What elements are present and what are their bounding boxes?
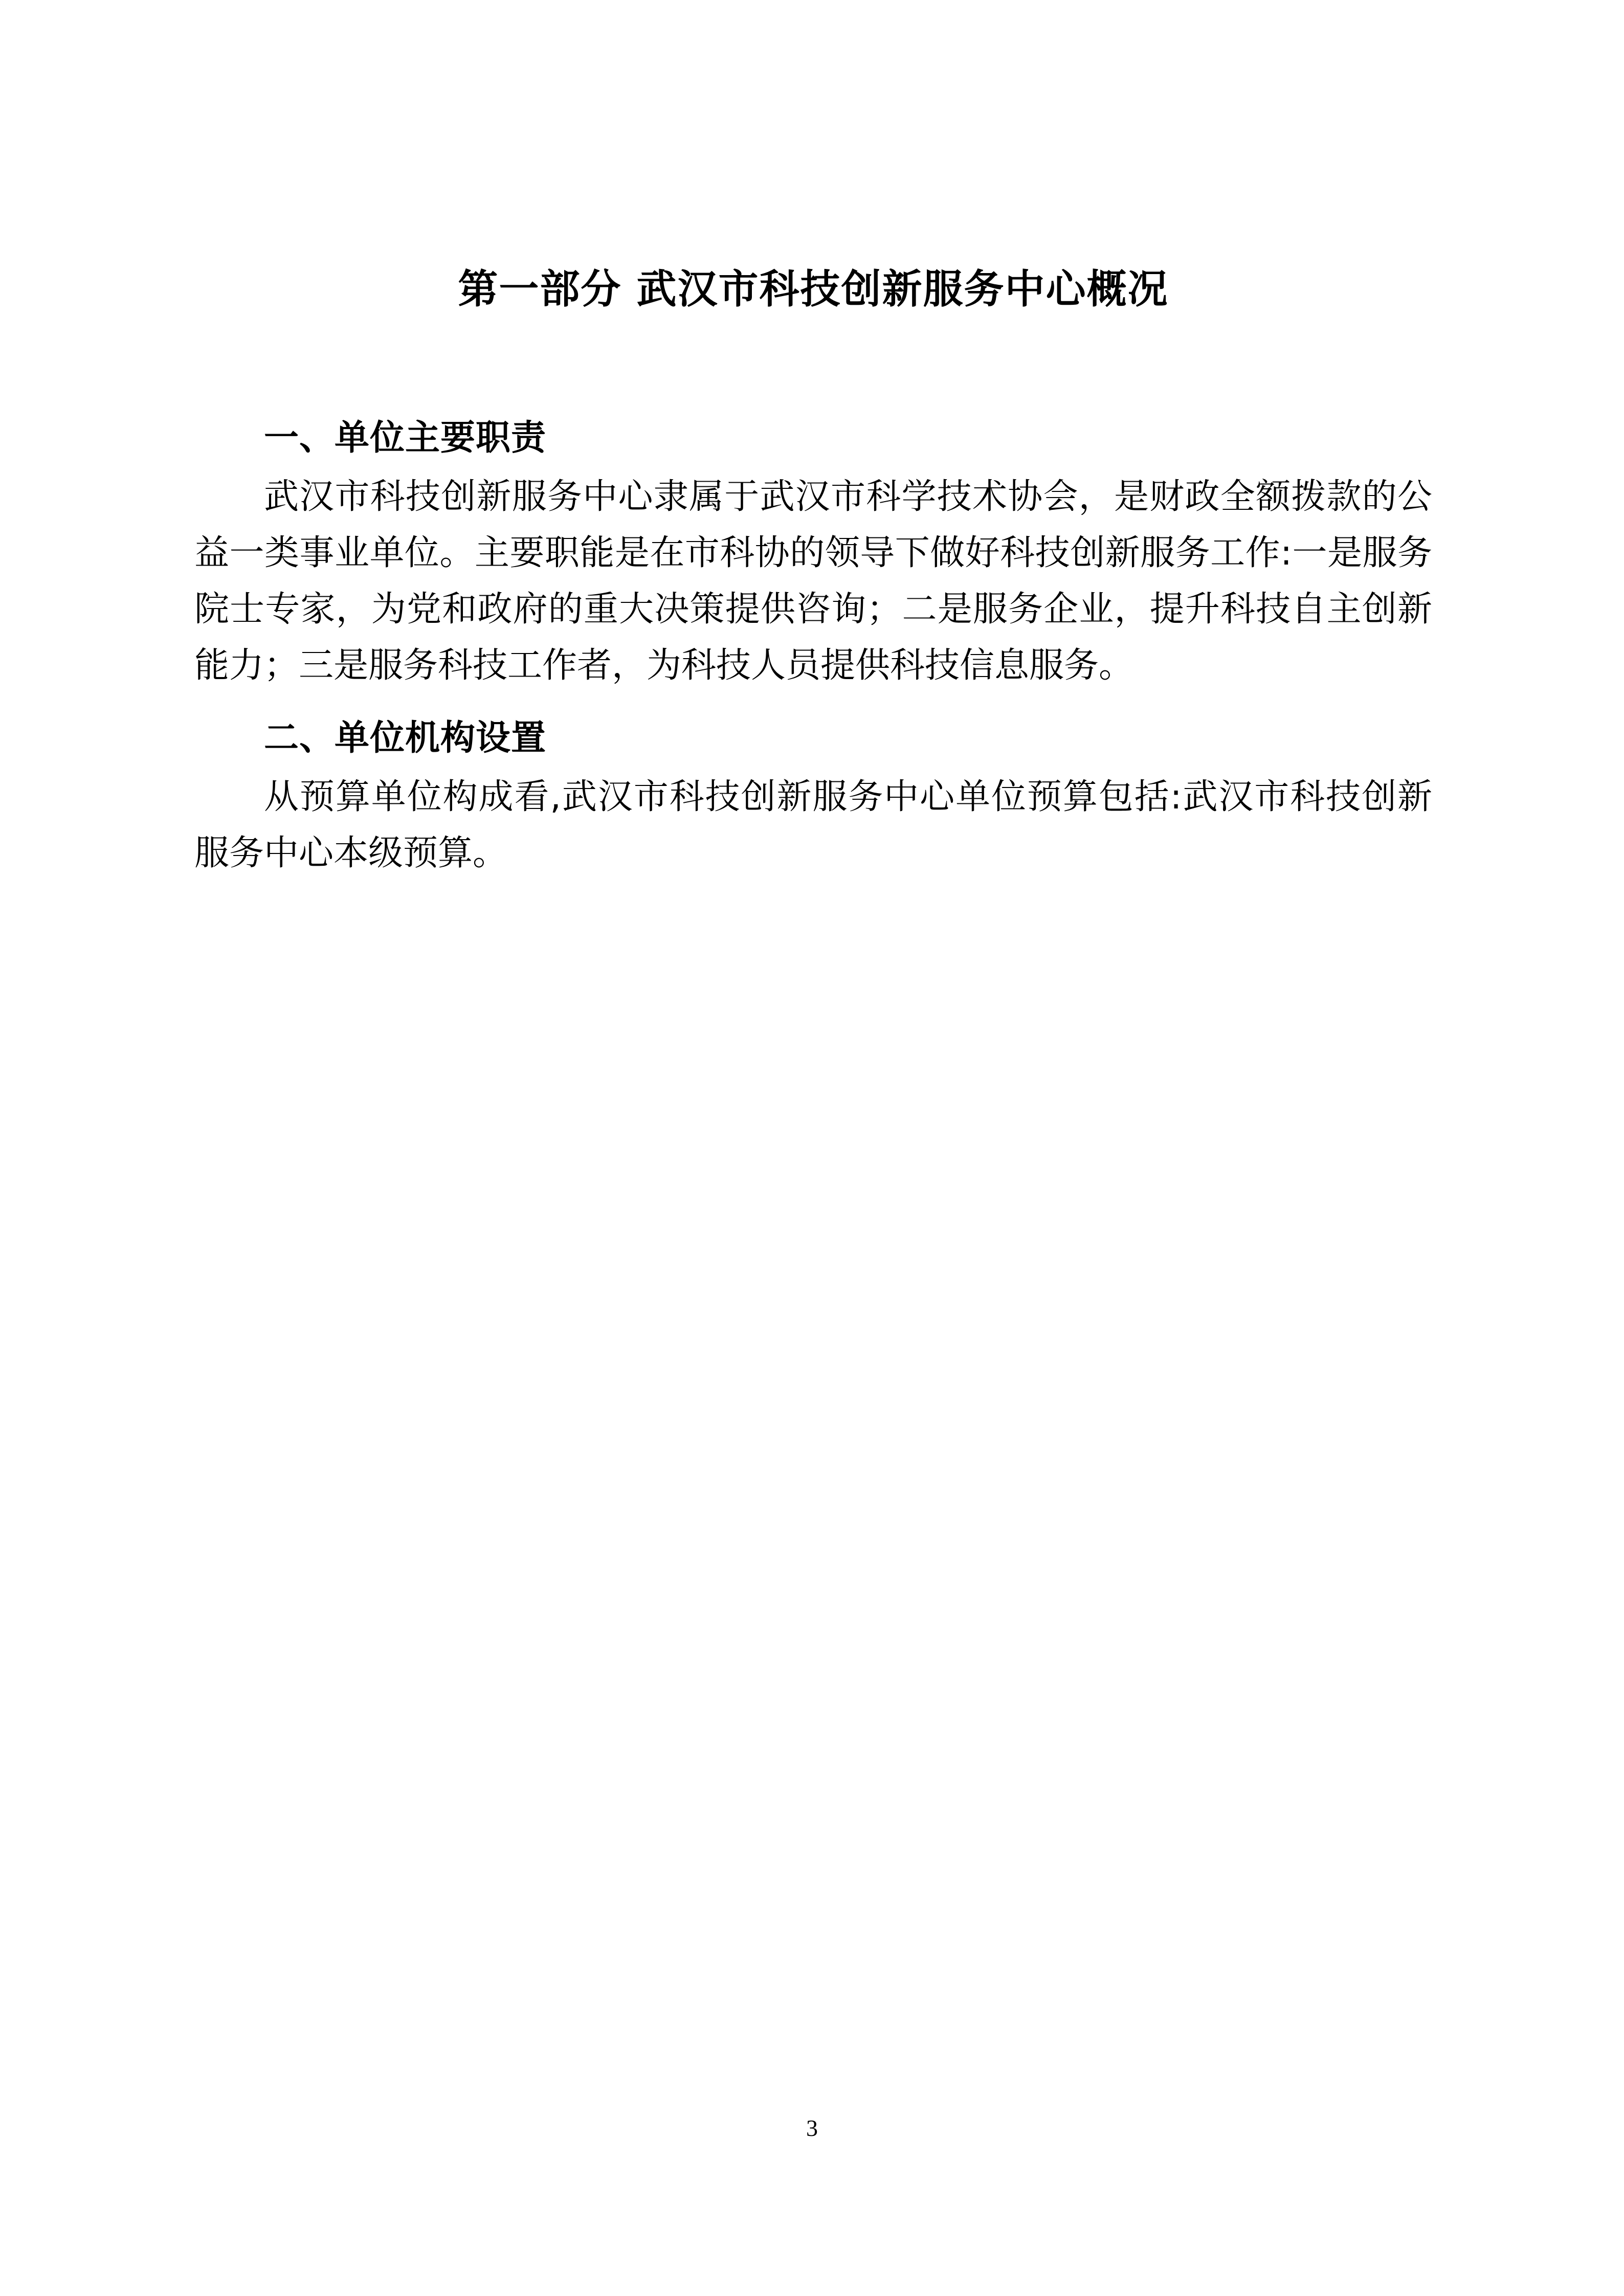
page-title: 第一部分 武汉市科技创新服务中心概况 [458, 266, 1169, 312]
section-heading-duties: 一、单位主要职责 [264, 417, 547, 458]
section-paragraph-structure: 从预算单位构成看,武汉市科技创新服务中心单位预算包括:武汉市科技创新服务中心本级预算。 [194, 777, 1432, 874]
section-heading-structure: 二、单位机构设置 [264, 718, 547, 759]
section-paragraph-duties: 武汉市科技创新服务中心隶属于武汉市科学技术协会，是财政全额拨款的公益一类事业单位。主要职能是在市科协的领导下做好科技创新服务工作:一是服务院士专家，为党和政府的重大决策提供咨询；二是服务企业，提升科技自主创新能力；三是服务科技工作者，为科技人员提供科技信息服务。 [194, 476, 1432, 686]
page-number: 3 [806, 2115, 818, 2141]
page-content [194, 0, 1432, 882]
